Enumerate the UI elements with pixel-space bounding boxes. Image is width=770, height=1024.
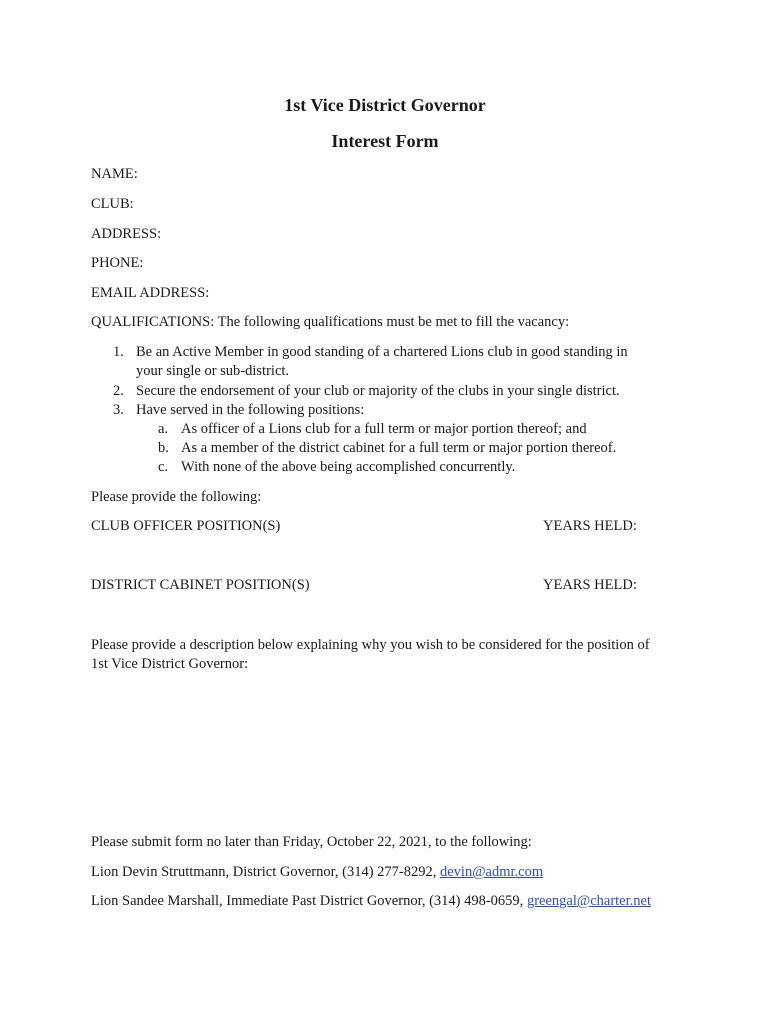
contact-1-text: Lion Devin Struttmann, District Governor, (314) 277-8292, [91,864,440,880]
email-label: EMAIL ADDRESS: [91,285,210,301]
contact-line-2 [91,893,651,910]
contact-2-email-link[interactable]: greengal@charter.net [526,893,651,909]
club-officer-label: CLUB OFFICER POSITION(S) [91,518,281,534]
submit-instructions: Please submit form no later than Friday, October 22, 2021, to the following: [91,834,532,850]
sublist-letter: c. [158,459,169,475]
list-item: Secure the endorsement of your club or majority of the clubs in your single district. [136,383,620,399]
sublist-item: With none of the above being accomplished concurrently. [181,459,516,475]
form-subtitle: Interest Form [331,131,439,151]
address-label: ADDRESS: [91,226,162,242]
club-years-label: YEARS HELD: [543,518,637,534]
provide-following: Please provide the following: [91,489,262,505]
description-prompt: Please provide a description below explaining why you wish to be considered for the position of [91,637,650,653]
form-title: 1st Vice District Governor [284,95,486,115]
list-number: 1. [113,344,124,360]
district-years-label: YEARS HELD: [543,577,637,593]
contact-2-text: Lion Sandee Marshall, Immediate Past District Governor, (314) 498-0659, [91,893,527,909]
list-item-continued: your single or sub-district. [136,363,290,379]
district-cabinet-label: DISTRICT CABINET POSITION(S) [91,577,310,593]
list-item: Have served in the following positions: [136,402,365,418]
sublist-item: As officer of a Lions club for a full term or major portion thereof; and [181,421,587,437]
contact-1-email-link[interactable]: devin@admr.com [439,864,544,880]
sublist-item: As a member of the district cabinet for a full term or major portion thereof. [181,440,617,456]
contact-line-1 [91,864,543,881]
club-label: CLUB: [91,196,134,212]
list-number: 3. [113,402,124,418]
list-number: 2. [113,383,124,399]
phone-label: PHONE: [91,255,144,271]
description-prompt-continued: 1st Vice District Governor: [91,656,249,672]
list-item: Be an Active Member in good standing of a chartered Lions club in good standing in [136,344,628,360]
sublist-letter: b. [158,440,169,456]
sublist-letter: a. [158,421,169,437]
qualifications-intro: QUALIFICATIONS: The following qualifications must be met to fill the vacancy: [91,314,570,330]
name-label: NAME: [91,166,138,182]
